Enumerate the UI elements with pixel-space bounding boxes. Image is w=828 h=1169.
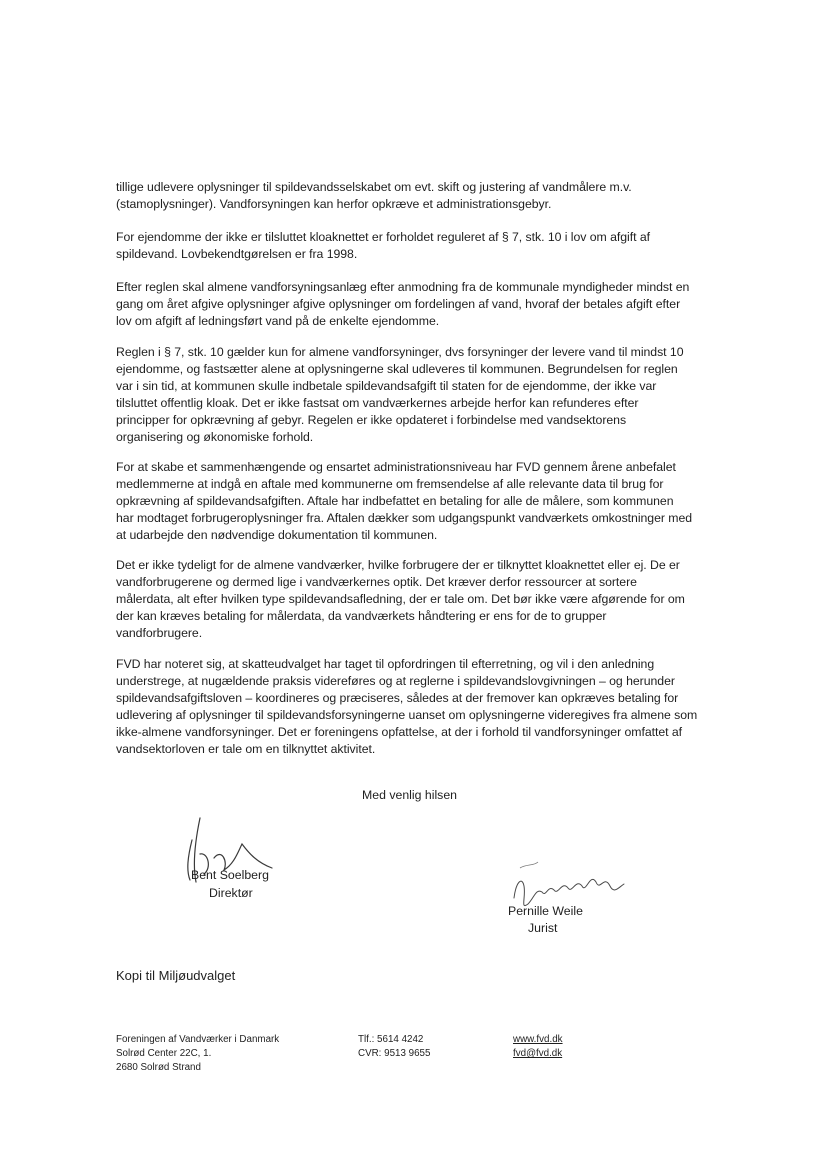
text-line: medlemmerne at indgå en aftale med kommunerne om fremsendelse af alle relevante data til brug for [116, 476, 664, 491]
paragraph-6 [116, 557, 716, 642]
text-line: har modtaget forbrugeroplysninger fra. Aftalen dækker som udgangspunkt vandværkets omkostninger med [116, 510, 693, 525]
paragraph-7 [116, 656, 716, 757]
text-line: FVD har noteret sig, at skatteudvalget har taget til opfordringen til efterretning, og vil i den anledning [116, 657, 655, 671]
text-line: tillige udlevere oplysninger til spildevandsselskabet om evt. skift og justering af vandmålere m.v. [116, 180, 632, 194]
text-line: principper for opkrævning af gebyr. Regelen er ikke opdateret i forbindelse med vandsektorens [116, 412, 627, 427]
signature-block-jurist [506, 858, 646, 938]
footer-line: Solrød Center 22C, 1. [116, 1048, 212, 1059]
website-link[interactable]: www.fvd.dk [513, 1034, 563, 1045]
text-line: For ejendomme der ikke er tilsluttet kloaknettet er forholdet reguleret af § 7, stk. 10 i lov om afgift af [116, 230, 650, 244]
text-line: ikke-almene vandforsyninger. Det er foreningens opfattelse, at der i forhold til vandforsyninger omfattet af [116, 724, 683, 739]
text-line: spildevand. Lovbekendtgørelsen er fra 1998. [116, 246, 358, 261]
text-line: gang om året afgive oplysninger afgive oplysninger om fordelingen af vand, hvoraf der betales afgift efter [116, 296, 681, 311]
text-line: Det er ikke tydeligt for de almene vandværker, hvilke forbrugere der er tilknyttet kloaknettet eller ej. De er [116, 558, 680, 572]
text-line: Efter reglen skal almene vandforsyningsanlæg efter anmodning fra de kommunale myndigheder mindst en [116, 280, 690, 294]
text-line: (stamoplysninger). Vandforsyningen kan herfor opkræve et administrationsgebyr. [116, 196, 552, 211]
footer-phone: Tlf.: 5614 4242 [358, 1034, 424, 1045]
paragraph-1 [116, 179, 716, 213]
signatory-title: Jurist [528, 921, 558, 935]
paragraph-2 [116, 229, 716, 263]
footer-links [513, 1033, 563, 1061]
text-line: Reglen i § 7, stk. 10 gælder kun for almene vandforsyninger, dvs forsyninger der levere vand til mindst 10 [116, 345, 684, 359]
email-link[interactable]: fvd@fvd.dk [513, 1048, 563, 1059]
text-line: vandsektorloven er tale om en tilknyttet aktivitet. [116, 741, 376, 756]
text-line: understrege, at nugældende praksis videreføres og at reglerne i spildevandslovgivningen – og herunder [116, 673, 675, 688]
text-line: tilsluttet offentlig kloak. Det er ikke fastsat om vandværkernes arbejde herfor kan refunderes efter [116, 395, 639, 410]
signature-block-director [178, 812, 318, 902]
paragraph-3 [116, 279, 716, 330]
signatory-title: Direktør [209, 886, 253, 900]
signatory-name: Pernille Weile [508, 904, 583, 918]
footer-contact [358, 1033, 430, 1061]
text-line: var i sin tid, at kommunen skulle indbetale spildevandsafgift til staten for de ejendomme, der ikke var [116, 378, 657, 393]
text-line: der kan kræves betaling for målerdata, da vandværkets håndtering er ens for de to grupper [116, 608, 607, 623]
text-line: at udarbejde den nødvendige dokumentation til kommunen. [116, 527, 438, 542]
text-line: vandforbrugere. [116, 625, 203, 640]
copy-recipient: Kopi til Miljøudvalget [116, 968, 236, 983]
text-line: lov om afgift af ledningsført vand på de enkelte ejendomme. [116, 313, 440, 328]
footer-line: 2680 Solrød Strand [116, 1062, 201, 1073]
text-line: udlevering af oplysninger til spildevandsforsyningerne uanset om oplysningerne videregives fra almene som [116, 707, 698, 722]
text-line: opkrævning af spildevandsafgiften. Aftale har indbefattet en betaling for alle de målere, som kommunen [116, 493, 674, 508]
text-line: organisering og økonomiske forhold. [116, 429, 314, 444]
text-line: For at skabe et sammenhængende og ensartet administrationsniveau har FVD gennem årene anbefalet [116, 460, 676, 474]
paragraph-5 [116, 459, 716, 544]
text-line: vandforbrugerene og dermed lige i vandværkernes optik. Det kræver derfor ressourcer at sortere [116, 574, 637, 589]
closing-greeting: Med venlig hilsen [362, 788, 458, 802]
text-line: ejendomme, og fastsætter alene at oplysningerne skal udleveres til kommunen. Begrundelsen for reglen [116, 361, 678, 376]
signatory-name: Bent Soelberg [191, 868, 269, 882]
text-line: spildevandsafgiftsloven – koordineres og præciseres, således at der fremover kan opkræves betaling for [116, 690, 679, 705]
footer-address [116, 1033, 279, 1075]
footer-line: Foreningen af Vandværker i Danmark [116, 1034, 280, 1045]
text-line: målerdata, alt efter hvilken type spildevandsafledning, der er tale om. Det bør ikke være afgørende for om [116, 591, 685, 606]
paragraph-4 [116, 344, 716, 445]
footer-cvr: CVR: 9513 9655 [358, 1048, 431, 1059]
